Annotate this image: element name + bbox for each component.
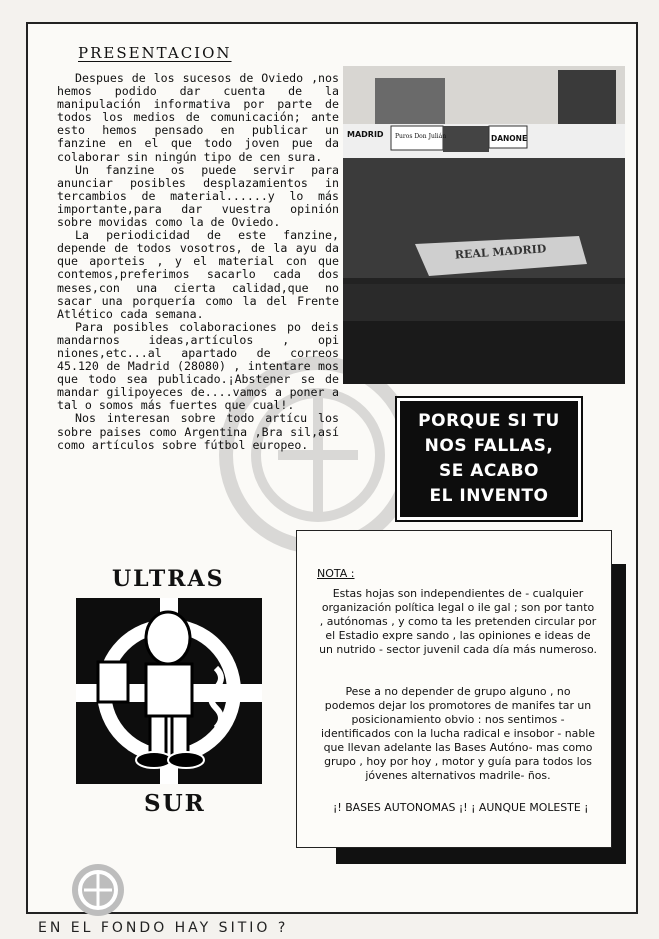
article-paragraph: Nos interesan sobre todo artícu los sobre paises como Argentina ,Bra sil,así como artículos sobre fútbol europeo. (57, 411, 339, 452)
ultras-title: ULTRAS (112, 566, 225, 592)
nota-paragraph: Pese a no depender de grupo alguno , no podemos dejar los promotores de manifes tar un posicionamiento obvio : nos sentimos - identificados con la lucha radical e insobor - nable que llevan adelante las Bases Autóno- mas como grupo , hoy por hoy , motor y guía para todos los jóvenes alternativos madrile- ños. (321, 685, 595, 782)
presentation-article (57, 72, 339, 452)
slogan-line: PORQUE SI TU (418, 411, 560, 431)
stadium-banner: REAL MADRID (454, 242, 547, 262)
article-paragraph: La periodicidad de este fanzine, depende de todos vosotros, de la ayu da que aporteis , y el material con que contemos,preferimos sacarlo cada dos meses,con una cierta calidad,que no sacar una porquería como la del Frente Atlético cada semana. (57, 228, 339, 321)
ad-danone: DANONE (491, 134, 528, 143)
ultras-skinhead-illustration (76, 598, 262, 784)
nota-footer: ¡! BASES AUTONOMAS ¡! ¡ AUNQUE MOLESTE ¡ (333, 801, 589, 814)
slogan-box (397, 398, 581, 520)
ad-madrid: MADRID (347, 130, 384, 139)
footer-tagline: EN EL FONDO HAY SITIO ? (38, 920, 289, 934)
slogan-line: SE ACABO (439, 461, 539, 481)
stadium-photo (343, 66, 625, 384)
article-paragraph: Para posibles colaboraciones po deis mandarnos ideas,artículos , opi niones,etc...al apartado de correos 45.120 de Madrid (28080) , intentare mos que todo sea publicado.¡Abstener se de mandar gilipoyeces de....vamos a poner a tal o somos más fuertes que cual!. (57, 319, 339, 413)
nota-paragraph: Estas hojas son independientes de - cualquier organización política legal o ile gal ; son por tanto , autónomas , y como ta les pretenden circular por el Estadio expre sando , las opiniones e ideas de un nutrido - sector juvenil cada día más numeroso. (319, 587, 597, 656)
nota-box (296, 530, 612, 848)
ad-puros: Puros Don Julián (395, 133, 447, 140)
nota-label: NOTA : (317, 567, 355, 580)
slogan-line: NOS FALLAS, (424, 436, 554, 456)
slogan-line: EL INVENTO (429, 486, 549, 506)
club-crest-logo (70, 862, 126, 918)
sur-title: SUR (144, 790, 206, 817)
article-paragraph: Despues de los sucesos de Oviedo ,nos hemos podido dar cuenta de la manipulación informativa por parte de todos los medios de comunicación; ante esto hemos pensado en publicar un fanzine en el que todo joven pue da colaborar sin ningún tipo de cen sura. (57, 71, 339, 164)
article-paragraph: Un fanzine os puede servir para anunciar posibles desplazamientos in tercambios de material......y lo más importante,para dar vuestra opinión sobre movidas como la de Oviedo. (57, 162, 339, 230)
page-title: PRESENTACION (78, 44, 232, 62)
